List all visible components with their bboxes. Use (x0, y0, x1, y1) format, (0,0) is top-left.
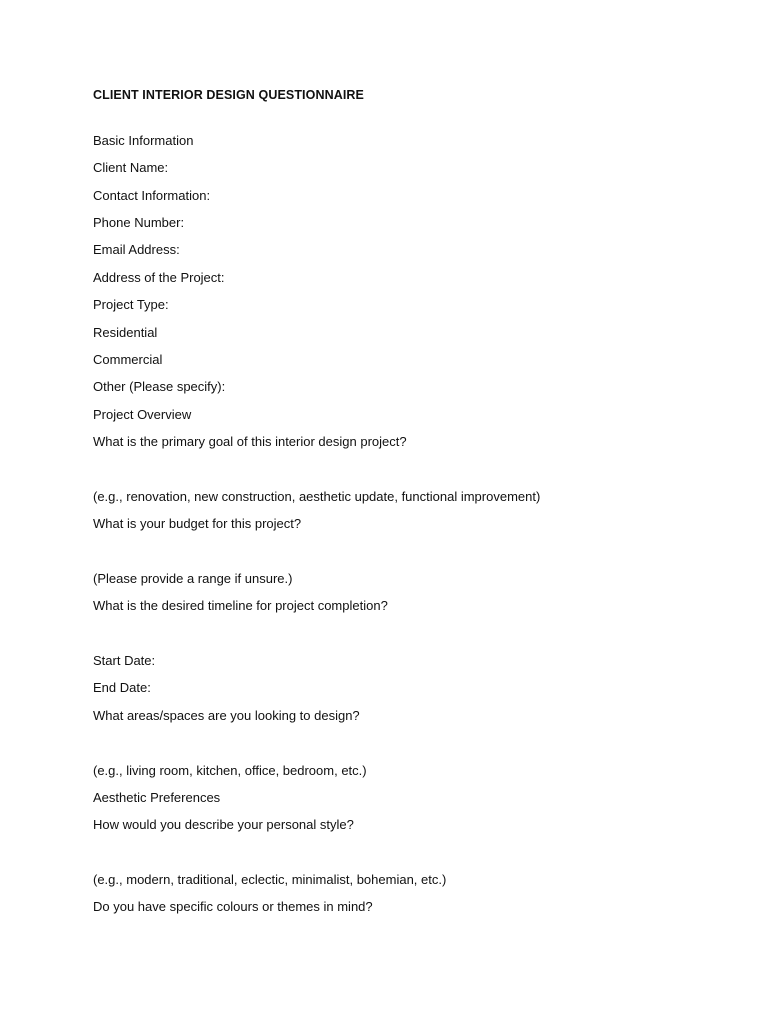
hint-budget: (Please provide a range if unsure.) (93, 571, 293, 586)
question-primary-goal: What is the primary goal of this interior design project? (93, 434, 407, 449)
question-personal-style: How would you describe your personal style? (93, 817, 354, 832)
field-label-email-address: Email Address: (93, 242, 180, 257)
option-commercial: Commercial (93, 352, 163, 367)
field-label-end-date: End Date: (93, 680, 151, 695)
field-label-start-date: Start Date: (93, 653, 156, 668)
hint-areas-spaces: (e.g., living room, kitchen, office, bedroom, etc.) (93, 763, 367, 778)
section-heading-project-overview: Project Overview (93, 407, 192, 422)
document-title: CLIENT INTERIOR DESIGN QUESTIONNAIRE (93, 88, 364, 102)
question-colours-themes: Do you have specific colours or themes in mind? (93, 899, 373, 914)
option-residential: Residential (93, 325, 158, 340)
section-heading-basic-information: Basic Information (93, 133, 194, 148)
hint-primary-goal: (e.g., renovation, new construction, aesthetic update, functional improvement) (93, 489, 541, 504)
question-timeline: What is the desired timeline for project completion? (93, 598, 388, 613)
option-other: Other (Please specify): (93, 379, 226, 394)
field-label-project-type: Project Type: (93, 297, 169, 312)
field-label-contact-information: Contact Information: (93, 188, 211, 203)
field-label-project-address: Address of the Project: (93, 270, 225, 285)
field-label-phone-number: Phone Number: (93, 215, 185, 230)
section-heading-aesthetic-preferences: Aesthetic Preferences (93, 790, 221, 805)
question-budget: What is your budget for this project? (93, 516, 302, 531)
question-areas-spaces: What areas/spaces are you looking to design? (93, 708, 360, 723)
hint-personal-style: (e.g., modern, traditional, eclectic, minimalist, bohemian, etc.) (93, 872, 447, 887)
field-label-client-name: Client Name: (93, 160, 169, 175)
